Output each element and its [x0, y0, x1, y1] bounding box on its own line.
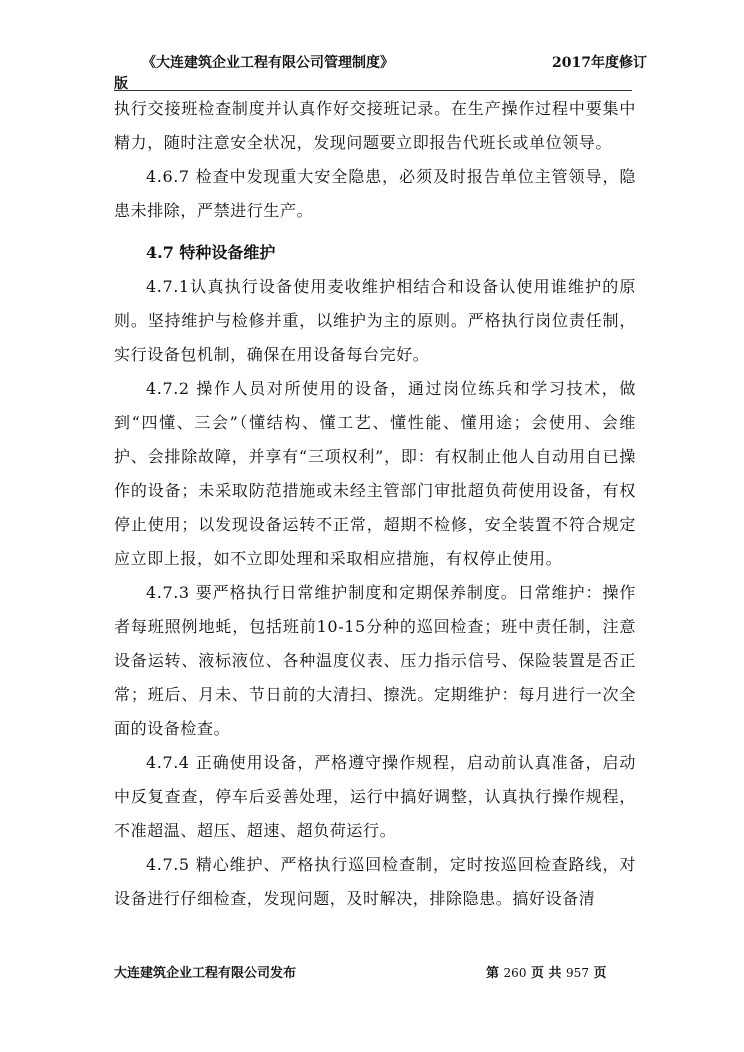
footer-publisher: 大连建筑企业工程有限公司发布 [114, 966, 297, 981]
page-mid: 页 共 [530, 966, 567, 981]
paragraph-4-7-4: 4.7.4 正确使用设备，严格遵守操作规程，启动前认真准备，启动中反复查查，停车后妥善处理，运行中搞好调整，认真执行操作规程，不准超温、超压、超速、超负荷运行。 [114, 753, 636, 840]
header-divider [114, 90, 632, 91]
footer-page-number [486, 962, 607, 981]
paragraph-4-7-3: 4.7.3 要严格执行日常维护制度和定期保养制度。日常维护：操作者每班照例地蚝，包括班前10-15分种的巡回检查；班中责任制，注意设备运转、液标液位、各种温度仪表、压力指示信号、保险装置是否正常；班后、月未、节日前的大清扫、擦洗。定期维护：每月进行一次全面的设备检查。 [114, 583, 636, 738]
paragraph-continued: 执行交接班检查制度并认真作好交接班记录。在生产操作过程中要集中精力，随时注意安全状况，发现问题要立即报告代班长或单位领导。 [114, 99, 636, 152]
page-prefix: 第 [486, 966, 500, 981]
current-page: 260 [503, 966, 527, 980]
document-title: 《大连建筑企业工程有限公司管理制度》 [142, 55, 394, 71]
page-suffix: 页 [593, 966, 607, 981]
section-heading: 4.7 特种设备维护 [146, 243, 276, 262]
paragraph-4-7-5: 4.7.5 精心维护、严格执行巡回检查制，定时按巡回检查路线，对设备进行仔细检查，发现问题，及时解决，排除隐患。搞好设备清 [114, 855, 636, 908]
paragraph-4-7-1: 4.7.1认真执行设备使用麦收维护相结合和设备认使用谁维护的原则。坚持维护与检修并重，以维护为主的原则。严格执行岗位责任制，实行设备包机制，确保在用设备每台完好。 [114, 277, 636, 364]
revision-label: 2017年度修订 [552, 55, 647, 71]
revision-label-continued: 版 [114, 76, 128, 92]
page-body [114, 92, 636, 916]
paragraph-4-6-7: 4.6.7 检查中发现重大安全隐患，必须及时报告单位主管领导，隐患未排除，严禁进行生产。 [114, 167, 636, 220]
paragraph-4-7-2: 4.7.2 操作人员对所使用的设备，通过岗位练兵和学习技术，做到“四懂、三会”（懂结构、懂工艺、懂性能、懂用途；会使用、会维护、会排除故障，并享有“三项权利”，即：有权制止他人自动用自已操作的设备；未采取防范措施或未经主管部门审批超负荷使用设备，有权停止使用；以发现设备运转不正常，超期不检修，安全装置不符合规定应立即上报，如不立即处理和采取相应措施，有权停止使用。 [114, 379, 636, 568]
total-pages: 957 [566, 966, 589, 980]
